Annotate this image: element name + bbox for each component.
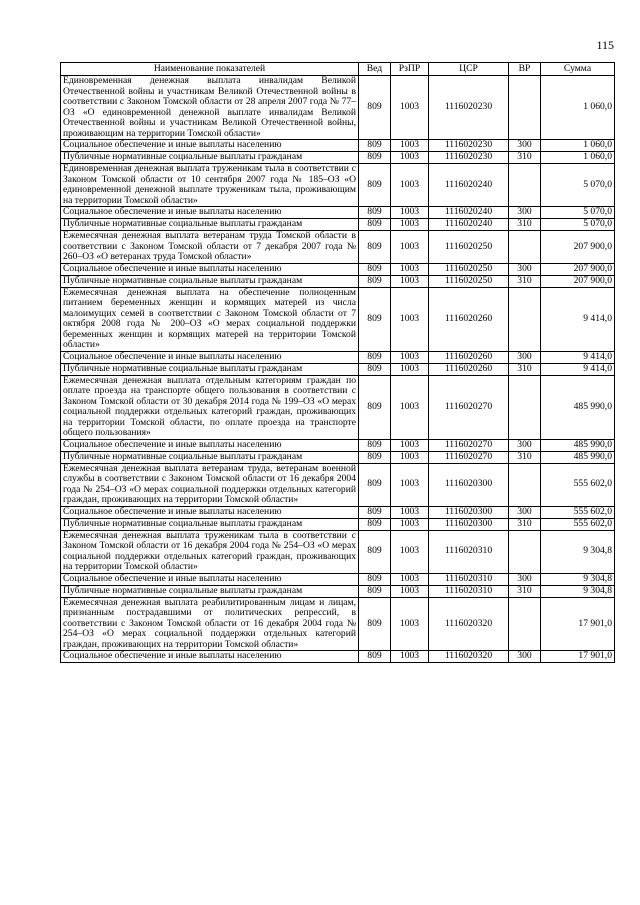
cell-vr: 310: [509, 152, 541, 164]
cell-sum: 9 304,8: [541, 585, 615, 597]
header-name: Наименование показателей: [61, 63, 359, 76]
cell-rzpr: 1003: [391, 651, 429, 663]
cell-rzpr: 1003: [391, 287, 429, 351]
cell-sum: 1 060,0: [541, 76, 615, 140]
cell-csr: 1116020250: [429, 231, 509, 264]
cell-rzpr: 1003: [391, 463, 429, 506]
cell-sum: 207 900,0: [541, 275, 615, 287]
cell-sum: 485 990,0: [541, 375, 615, 439]
table-row: [61, 530, 615, 573]
table-row: [61, 76, 615, 140]
table-row: [61, 585, 615, 597]
cell-ved: 809: [359, 573, 391, 585]
cell-rzpr: 1003: [391, 439, 429, 451]
cell-ved: 809: [359, 530, 391, 573]
cell-csr: 1116020240: [429, 164, 509, 207]
cell-rzpr: 1003: [391, 375, 429, 439]
cell-rzpr: 1003: [391, 363, 429, 375]
cell-ved: 809: [359, 76, 391, 140]
cell-name: Социальное обеспечение и иные выплаты населению: [61, 207, 359, 219]
cell-name: Ежемесячная денежная выплата труженикам тыла в соответствии с Законом Томской области от 16 декабря 2004 года № 254–ОЗ «О мерах социальной поддержки отдельных категорий граждан, проживающих на территории Томской области»: [61, 530, 359, 573]
cell-sum: 5 070,0: [541, 219, 615, 231]
cell-vr: 300: [509, 351, 541, 363]
cell-rzpr: 1003: [391, 219, 429, 231]
cell-rzpr: 1003: [391, 530, 429, 573]
cell-csr: 1116020260: [429, 287, 509, 351]
cell-ved: 809: [359, 351, 391, 363]
cell-csr: 1116020310: [429, 573, 509, 585]
cell-vr: 300: [509, 506, 541, 518]
cell-ved: 809: [359, 275, 391, 287]
cell-name: Социальное обеспечение и иные выплаты населению: [61, 573, 359, 585]
cell-ved: 809: [359, 140, 391, 152]
cell-ved: 809: [359, 219, 391, 231]
cell-name: Социальное обеспечение и иные выплаты населению: [61, 351, 359, 363]
cell-ved: 809: [359, 585, 391, 597]
cell-rzpr: 1003: [391, 585, 429, 597]
cell-name: Публичные нормативные социальные выплаты гражданам: [61, 451, 359, 463]
cell-name: Ежемесячная денежная выплата реабилитированным лицам и лицам, признанным пострадавшими от политических репрессий, в соответствии с Законом Томской области от 16 декабря 2004 года № 254–ОЗ «О мерах социальной поддержки отдельных категорий граждан, проживающих на территории Томской области»: [61, 597, 359, 651]
cell-sum: 9 414,0: [541, 287, 615, 351]
cell-name: Ежемесячная денежная выплата отдельным категориям граждан по оплате проезда на транспорте общего пользования в соответствии с Законом Томской области от 30 декабря 2014 года № 199–ОЗ «О мерах социальной поддержки отдельных категорий граждан, проживающих на территории Томской области, по оплате проезда на транспорте общего пользования»: [61, 375, 359, 439]
cell-name: Социальное обеспечение и иные выплаты населению: [61, 263, 359, 275]
cell-name: Публичные нормативные социальные выплаты гражданам: [61, 275, 359, 287]
cell-rzpr: 1003: [391, 140, 429, 152]
cell-sum: 17 901,0: [541, 597, 615, 651]
cell-vr: [509, 597, 541, 651]
cell-sum: 207 900,0: [541, 263, 615, 275]
table-header-row: [61, 63, 615, 76]
cell-rzpr: 1003: [391, 76, 429, 140]
cell-name: Ежемесячная денежная выплата ветеранам труда Томской области в соответствии с Законом Томской области от 7 декабря 2007 года № 260–ОЗ «О ветеранах труда Томской области»: [61, 231, 359, 264]
cell-name: Ежемесячная денежная выплата на обеспечение полноценным питанием беременных женщин и кормящих матерей из числа малоимущих семей в соответствии с Законом Томской области от 7 октября 2008 года № 200–ОЗ «О мерах социальной поддержки беременных женщин и кормящих матерей на территории Томской области»: [61, 287, 359, 351]
cell-name: Публичные нормативные социальные выплаты гражданам: [61, 219, 359, 231]
cell-vr: 300: [509, 439, 541, 451]
cell-vr: 310: [509, 275, 541, 287]
table-row: [61, 140, 615, 152]
cell-ved: 809: [359, 287, 391, 351]
cell-vr: [509, 375, 541, 439]
cell-sum: 1 060,0: [541, 140, 615, 152]
table-row: [61, 351, 615, 363]
cell-csr: 1116020310: [429, 530, 509, 573]
cell-ved: 809: [359, 451, 391, 463]
cell-ved: 809: [359, 651, 391, 663]
cell-vr: 310: [509, 363, 541, 375]
cell-csr: 1116020250: [429, 275, 509, 287]
header-csr: ЦСР: [429, 63, 509, 76]
cell-vr: 300: [509, 207, 541, 219]
cell-name: Социальное обеспечение и иные выплаты населению: [61, 439, 359, 451]
cell-csr: 1116020320: [429, 597, 509, 651]
cell-csr: 1116020230: [429, 140, 509, 152]
table-row: [61, 207, 615, 219]
cell-name: Социальное обеспечение и иные выплаты населению: [61, 140, 359, 152]
cell-sum: 555 602,0: [541, 463, 615, 506]
header-sum: Сумма: [541, 63, 615, 76]
cell-name: Публичные нормативные социальные выплаты гражданам: [61, 152, 359, 164]
cell-csr: 1116020300: [429, 506, 509, 518]
cell-vr: [509, 530, 541, 573]
cell-ved: 809: [359, 363, 391, 375]
cell-vr: 300: [509, 573, 541, 585]
table-body: [61, 76, 615, 663]
cell-name: Единовременная денежная выплата инвалидам Великой Отечественной войны и участникам Великой Отечественной войны в соответствии с Законом Томской области от 28 апреля 2007 года № 77–ОЗ «О единовременной денежной выплате инвалидам Великой Отечественной войны и участникам Великой Отечественной войны, проживающим на территории Томской области»: [61, 76, 359, 140]
cell-vr: 310: [509, 585, 541, 597]
cell-vr: 310: [509, 219, 541, 231]
cell-sum: 207 900,0: [541, 231, 615, 264]
cell-csr: 1116020240: [429, 219, 509, 231]
cell-sum: 5 070,0: [541, 164, 615, 207]
cell-rzpr: 1003: [391, 451, 429, 463]
cell-ved: 809: [359, 439, 391, 451]
cell-rzpr: 1003: [391, 207, 429, 219]
header-rzpr: РзПР: [391, 63, 429, 76]
cell-vr: [509, 231, 541, 264]
cell-ved: 809: [359, 152, 391, 164]
table-row: [61, 451, 615, 463]
cell-csr: 1116020230: [429, 76, 509, 140]
cell-name: Публичные нормативные социальные выплаты гражданам: [61, 363, 359, 375]
cell-ved: 809: [359, 463, 391, 506]
cell-vr: [509, 76, 541, 140]
cell-csr: 1116020270: [429, 375, 509, 439]
page-number: 115: [596, 38, 614, 52]
cell-sum: 5 070,0: [541, 207, 615, 219]
cell-ved: 809: [359, 207, 391, 219]
cell-csr: 1116020270: [429, 451, 509, 463]
table-row: [61, 287, 615, 351]
table-row: [61, 263, 615, 275]
cell-ved: 809: [359, 231, 391, 264]
cell-rzpr: 1003: [391, 263, 429, 275]
table-row: [61, 651, 615, 663]
table-row: [61, 152, 615, 164]
cell-rzpr: 1003: [391, 351, 429, 363]
table-row: [61, 518, 615, 530]
cell-ved: 809: [359, 597, 391, 651]
cell-name: Единовременная денежная выплата труженикам тыла в соответствии с Законом Томской области от 10 сентября 2007 года № 185–ОЗ «О единовременной денежной выплате труженикам тыла, проживающим на территории Томской области»: [61, 164, 359, 207]
table-row: [61, 219, 615, 231]
cell-csr: 1116020260: [429, 363, 509, 375]
cell-csr: 1116020270: [429, 439, 509, 451]
table-row: [61, 375, 615, 439]
cell-csr: 1116020310: [429, 585, 509, 597]
cell-rzpr: 1003: [391, 164, 429, 207]
cell-vr: [509, 463, 541, 506]
table-row: [61, 231, 615, 264]
budget-table: [60, 62, 615, 663]
table-row: [61, 573, 615, 585]
cell-vr: [509, 164, 541, 207]
cell-rzpr: 1003: [391, 597, 429, 651]
cell-csr: 1116020320: [429, 651, 509, 663]
cell-ved: 809: [359, 506, 391, 518]
cell-sum: 17 901,0: [541, 651, 615, 663]
cell-vr: 300: [509, 651, 541, 663]
cell-name: Публичные нормативные социальные выплаты гражданам: [61, 585, 359, 597]
cell-csr: 1116020230: [429, 152, 509, 164]
cell-sum: 1 060,0: [541, 152, 615, 164]
cell-ved: 809: [359, 518, 391, 530]
cell-rzpr: 1003: [391, 518, 429, 530]
cell-vr: 300: [509, 140, 541, 152]
cell-csr: 1116020250: [429, 263, 509, 275]
cell-csr: 1116020260: [429, 351, 509, 363]
table-row: [61, 597, 615, 651]
header-vr: ВР: [509, 63, 541, 76]
cell-sum: 9 414,0: [541, 363, 615, 375]
cell-name: Публичные нормативные социальные выплаты гражданам: [61, 518, 359, 530]
table-row: [61, 506, 615, 518]
cell-name: Ежемесячная денежная выплата ветеранам труда, ветеранам военной службы в соответствии с Законом Томской области от 16 декабря 2004 года № 254–ОЗ «О мерах социальной поддержки отдельных категорий граждан, проживающих на территории Томской области»: [61, 463, 359, 506]
cell-sum: 555 602,0: [541, 506, 615, 518]
cell-ved: 809: [359, 375, 391, 439]
cell-rzpr: 1003: [391, 231, 429, 264]
cell-sum: 9 304,8: [541, 530, 615, 573]
cell-csr: 1116020300: [429, 518, 509, 530]
cell-sum: 485 990,0: [541, 451, 615, 463]
cell-vr: 310: [509, 518, 541, 530]
cell-vr: 300: [509, 263, 541, 275]
table-row: [61, 463, 615, 506]
cell-rzpr: 1003: [391, 275, 429, 287]
cell-sum: 485 990,0: [541, 439, 615, 451]
cell-vr: [509, 287, 541, 351]
cell-vr: 310: [509, 451, 541, 463]
cell-sum: 9 304,8: [541, 573, 615, 585]
cell-csr: 1116020300: [429, 463, 509, 506]
cell-ved: 809: [359, 164, 391, 207]
cell-sum: 9 414,0: [541, 351, 615, 363]
table-row: [61, 363, 615, 375]
cell-ved: 809: [359, 263, 391, 275]
table-row: [61, 164, 615, 207]
cell-rzpr: 1003: [391, 152, 429, 164]
table-row: [61, 439, 615, 451]
cell-rzpr: 1003: [391, 573, 429, 585]
cell-name: Социальное обеспечение и иные выплаты населению: [61, 506, 359, 518]
table-row: [61, 275, 615, 287]
cell-sum: 555 602,0: [541, 518, 615, 530]
cell-csr: 1116020240: [429, 207, 509, 219]
header-ved: Вед: [359, 63, 391, 76]
cell-name: Социальное обеспечение и иные выплаты населению: [61, 651, 359, 663]
cell-rzpr: 1003: [391, 506, 429, 518]
